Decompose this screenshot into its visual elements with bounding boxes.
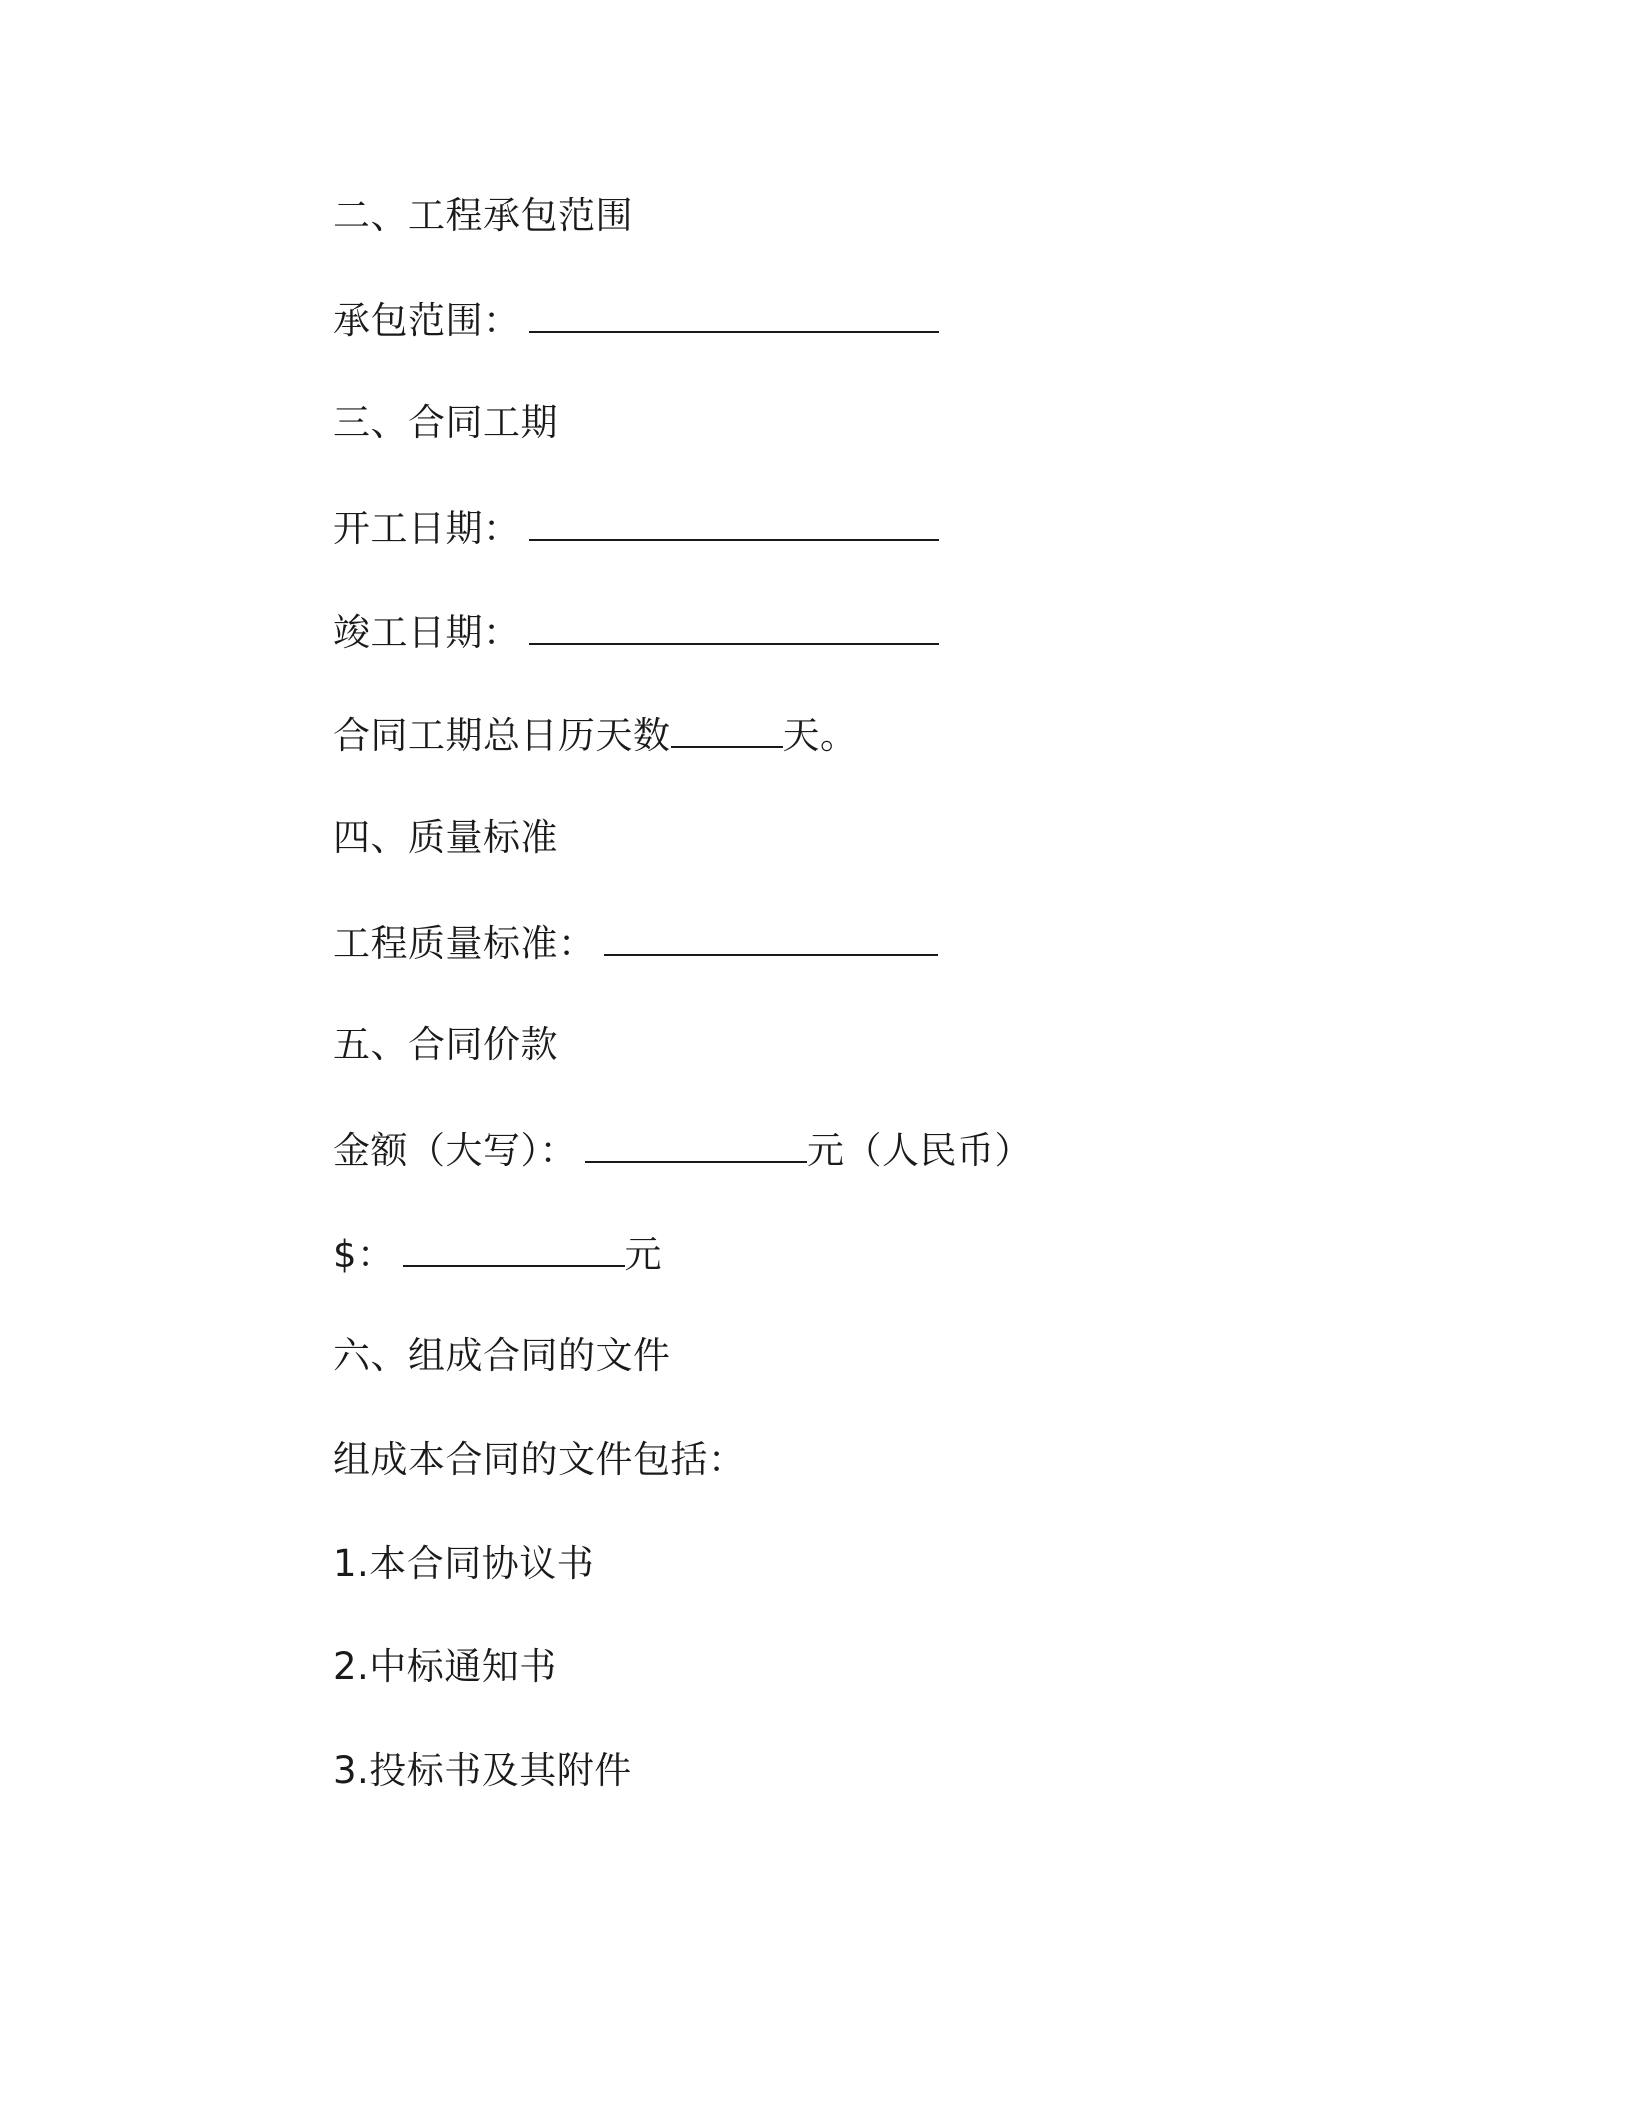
end-date-blank[interactable] bbox=[529, 605, 939, 645]
total-days-suffix: 天。 bbox=[782, 714, 858, 757]
scope-label: 承包范围： bbox=[333, 299, 521, 342]
section-heading-text: 二、工程承包范围 bbox=[333, 194, 633, 237]
amount-upper-label: 金额（大写）： bbox=[333, 1129, 577, 1172]
list-item bbox=[333, 1538, 594, 1590]
section-heading-text: 五、合同价款 bbox=[333, 1023, 558, 1066]
quality-standard-row bbox=[333, 916, 938, 968]
document-item-1: 1.本合同协议书 bbox=[333, 1542, 595, 1585]
section-heading-text: 三、合同工期 bbox=[333, 401, 558, 444]
amount-dollar-blank[interactable] bbox=[403, 1227, 625, 1267]
amount-dollar-suffix: 元 bbox=[624, 1233, 663, 1276]
amount-dollar-row bbox=[333, 1227, 662, 1279]
total-days-blank[interactable] bbox=[671, 708, 783, 748]
section-heading-duration bbox=[333, 397, 558, 449]
section-heading-text: 四、质量标准 bbox=[333, 816, 558, 859]
list-item bbox=[333, 1745, 632, 1797]
scope-field-row bbox=[333, 293, 939, 345]
start-date-label: 开工日期： bbox=[333, 507, 521, 550]
documents-intro-text: 组成本合同的文件包括： bbox=[333, 1438, 746, 1481]
documents-intro bbox=[333, 1434, 746, 1486]
section-heading-scope bbox=[333, 190, 633, 242]
section-heading-documents bbox=[333, 1330, 671, 1382]
end-date-row bbox=[333, 605, 939, 657]
amount-upper-row bbox=[333, 1123, 1032, 1175]
end-date-label: 竣工日期： bbox=[333, 611, 521, 654]
section-heading-quality bbox=[333, 812, 558, 864]
start-date-blank[interactable] bbox=[529, 501, 939, 541]
start-date-row bbox=[333, 501, 939, 553]
list-item bbox=[333, 1641, 557, 1693]
total-days-row bbox=[333, 708, 858, 760]
total-days-prefix: 合同工期总日历天数 bbox=[333, 714, 671, 757]
section-heading-price bbox=[333, 1019, 558, 1071]
amount-upper-suffix: 元（人民币） bbox=[807, 1129, 1032, 1172]
scope-blank[interactable] bbox=[529, 293, 939, 333]
amount-dollar-label: $： bbox=[333, 1233, 395, 1276]
quality-standard-blank[interactable] bbox=[604, 916, 938, 956]
section-heading-text: 六、组成合同的文件 bbox=[333, 1334, 671, 1377]
document-item-3: 3.投标书及其附件 bbox=[333, 1749, 632, 1792]
amount-upper-blank[interactable] bbox=[585, 1123, 807, 1163]
document-item-2: 2.中标通知书 bbox=[333, 1645, 557, 1688]
quality-standard-label: 工程质量标准： bbox=[333, 922, 596, 965]
